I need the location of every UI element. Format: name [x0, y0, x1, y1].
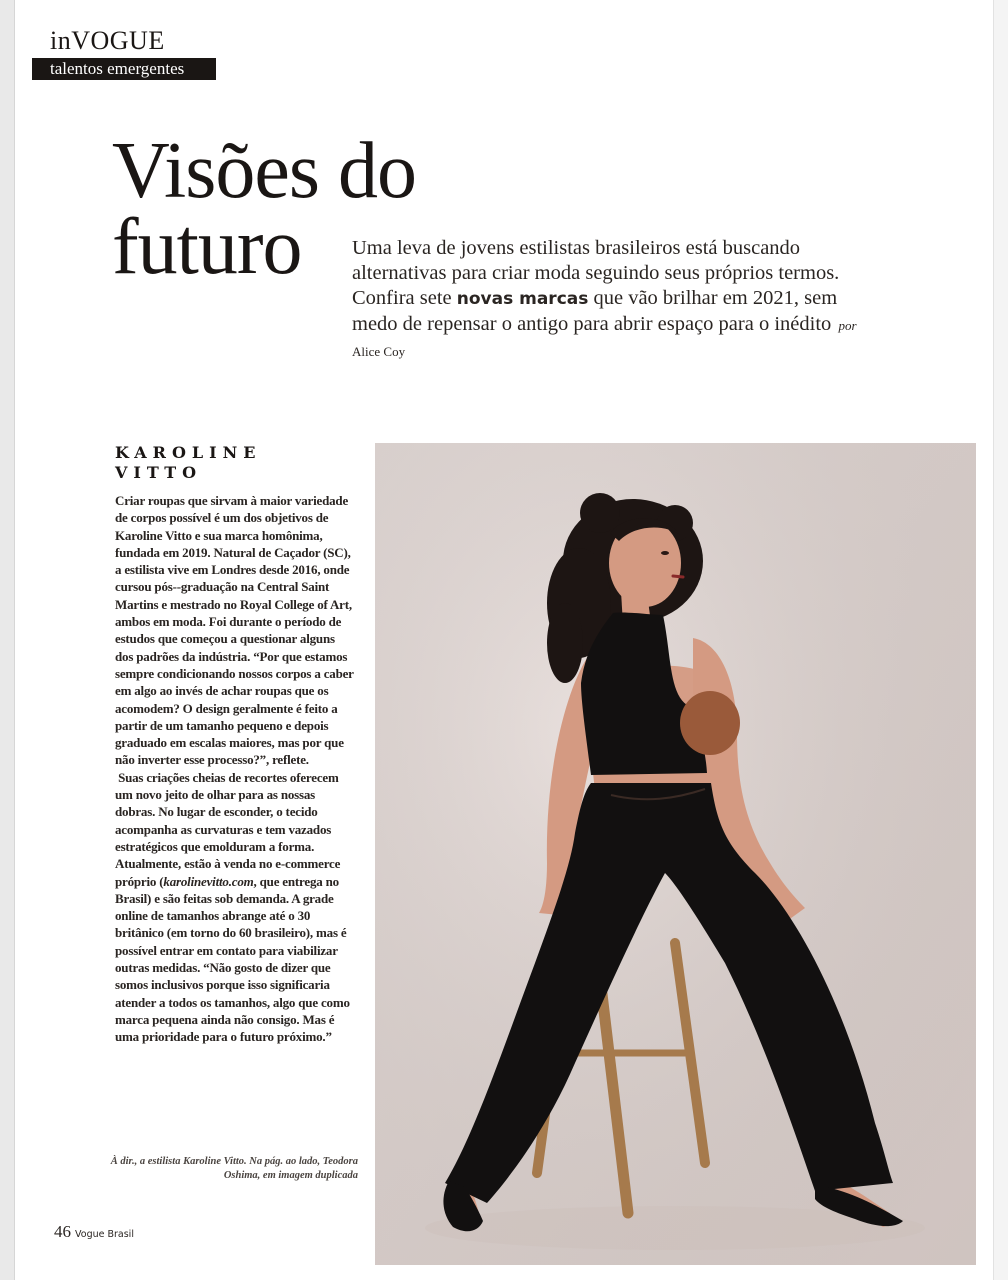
body-paragraph-2-start: Suas criações cheias de recortes oferecem um novo jeito de olhar para as nossas dobras. No lugar de esconder, o tecido acompanha as curvaturas e tem vazados estratégicos que emolduram a forma. Atualmente, estão à venda no e-commerce próprio ( — [115, 769, 341, 889]
body-paragraph-1: Criar roupas que sirvam à maior variedade de corpos possível é um dos objetivos de Karoline Vitto e sua marca homônima, fundada em 2019. Natural de Caçador (SC), a estilista vive em Londres desde 2016, onde cursou pós--graduação na Central Saint Martins e mestrado no Royal College of Art, ambos em moda. Foi durante o período de estudos que começou a questionar alguns dos padrões da indústria. “Por que estamos sempre condicionando nossos corpos a caber em algo ao invés de achar roupas que os acomodem? O design geralmente é feito a partir de um tamanho pequeno e depois graduado em escalas maiores, mas por que não inverter esse processo?”, reflete. — [115, 493, 354, 768]
headline-line-1: Visões do — [112, 127, 416, 215]
cutout-cup — [680, 691, 740, 755]
standfirst-text-2: que vão brilhar em 2021, sem medo de repensar o antigo para abrir espaço para o inédito — [352, 287, 838, 335]
designer-heading — [115, 443, 261, 483]
standfirst — [352, 236, 872, 364]
page-edge-right — [993, 0, 1008, 1280]
section-label: talentos emergentes — [32, 58, 216, 80]
byline-prefix: por — [838, 318, 857, 333]
photo-caption: À dir., a estilista Karoline Vitto. Na pág. ao lado, Teodora Oshima, em imagem duplicada — [110, 1156, 358, 1181]
byline-author: Alice Coy — [352, 344, 406, 359]
page-number: 46 — [54, 1222, 71, 1241]
designer-photo — [375, 443, 976, 1265]
section-brand: inVOGUE — [50, 26, 165, 55]
body-paragraph-2 — [115, 769, 355, 1046]
headline-line-2: futuro — [112, 203, 302, 291]
page-gutter-left — [0, 0, 15, 1280]
article-body — [115, 492, 355, 1046]
standfirst-highlight: novas marcas — [456, 289, 589, 309]
website-reference: karolinevitto.com — [163, 873, 254, 889]
standfirst-text-1: Uma leva de jovens estilistas brasileiros está buscando alternativas para criar moda seguindo seus próprios termos. Confira sete — [352, 237, 840, 309]
designer-last-name: VITTO — [115, 463, 203, 482]
publication-name: Vogue Brasil — [75, 1229, 134, 1240]
designer-photo-illustration — [375, 443, 976, 1265]
folio — [54, 1222, 134, 1242]
body-paragraph-2-end: , que entrega no Brasil) e são feitas sob demanda. A grade online de tamanhos abrange até o 30 britânico (em torno do 60 brasileiro), mas é possível entrar em contato para viabilizar outras medidas. “Não gosto de dizer que somos inclusivos porque isso significaria atender a todos os tamanhos, algo que como marca pequena ainda não consigo. Mas é uma prioridade para o futuro próximo.” — [115, 873, 350, 1045]
designer-first-name: KAROLINE — [115, 443, 262, 462]
section-tag — [32, 26, 216, 80]
